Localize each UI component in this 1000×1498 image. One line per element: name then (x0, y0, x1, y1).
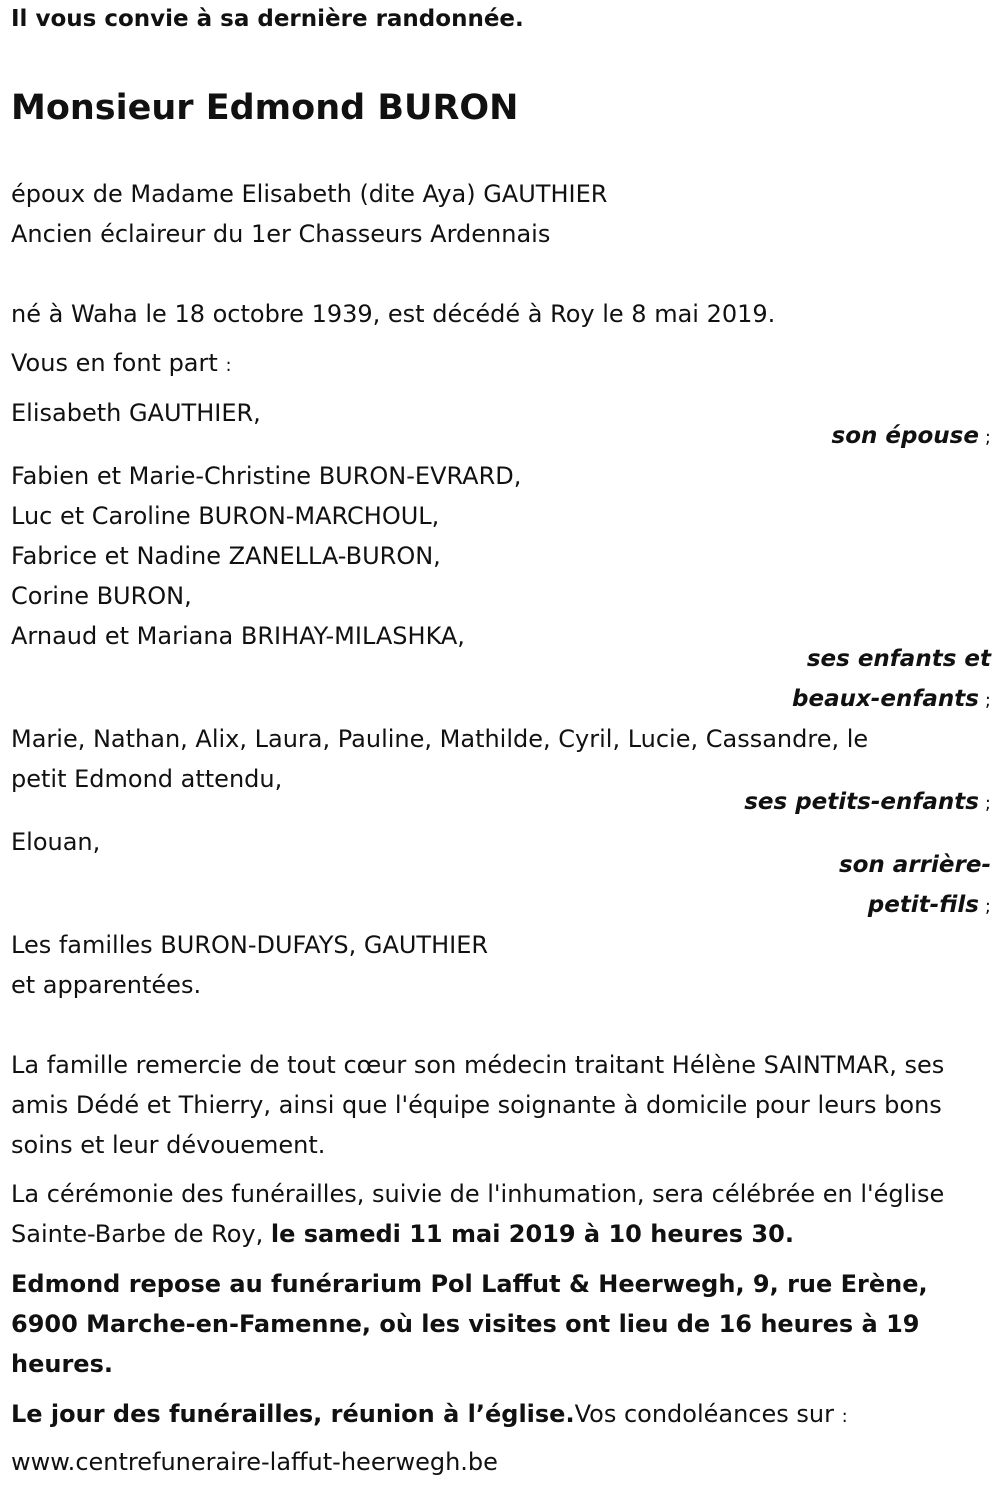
role-spouse-text: son épouse (831, 423, 979, 449)
ceremony-paragraph (11, 1174, 951, 1254)
thanks-paragraph: La famille remercie de tout cœur son médecin traitant Hélène SAINTMAR, ses amis Dédé et Thierry, ainsi que l'équipe soignante à domicile pour leurs bons soins et leur dévouement. (11, 1051, 945, 1159)
child-line: Luc et Caroline BURON-MARCHOUL, (11, 502, 440, 530)
child-line: Fabrice et Nadine ZANELLA-BURON, (11, 542, 441, 570)
deceased-name: Monsieur Edmond BURON (11, 88, 519, 128)
funerarium-paragraph: Edmond repose au funérarium Pol Laffut & Heerwegh, 9, rue Erène, 6900 Marche-en-Famenne, où les visites ont lieu de 16 heures à 19 heures. (11, 1270, 928, 1378)
spouse-line: époux de Madame Elisabeth (dite Aya) GAUTHIER (11, 180, 608, 208)
role-children-line-1: ses enfants et (806, 646, 991, 672)
child-line: Fabien et Marie-Christine BURON-EVRARD, (11, 462, 522, 490)
announce-text: Vous en font part (11, 349, 218, 377)
ceremony-date: le samedi 11 mai 2019 à 10 heures 30. (270, 1220, 794, 1248)
role-great-grandchild-text: petit-fils (867, 892, 979, 918)
families-line-2: et apparentées. (11, 971, 202, 999)
grandchildren-line-1: Marie, Nathan, Alix, Laura, Pauline, Mathilde, Cyril, Lucie, Cassandre, le (11, 725, 869, 753)
role-grandchildren (744, 782, 991, 824)
condolences-colon: : (841, 1406, 848, 1427)
child-line: Arnaud et Mariana BRIHAY-MILASHKA, (11, 622, 465, 650)
role-children-text: beaux-enfants (792, 686, 979, 712)
role-children-line-2 (792, 679, 991, 721)
announce-colon: : (225, 355, 232, 376)
role-separator: ; (984, 427, 991, 448)
family-spouse: Elisabeth GAUTHIER, (11, 399, 261, 427)
intro-line: Il vous convie à sa dernière randonnée. (11, 6, 524, 32)
meeting-text: Le jour des funérailles, réunion à l’église. (11, 1400, 575, 1428)
role-great-grandchild-line-1: son arrière- (838, 852, 991, 878)
child-line: Corine BURON, (11, 582, 192, 610)
title-line: Ancien éclaireur du 1er Chasseurs Ardennais (11, 220, 551, 248)
role-separator: ; (984, 690, 991, 711)
families-line-1: Les familles BURON-DUFAYS, GAUTHIER (11, 931, 489, 959)
role-separator: ; (984, 896, 991, 917)
birth-death-line: né à Waha le 18 octobre 1939, est décédé à Roy le 8 mai 2019. (11, 300, 776, 328)
role-grandchildren-text: ses petits-enfants (744, 789, 979, 815)
website-link[interactable]: www.centrefuneraire-laffut-heerwegh.be (11, 1448, 498, 1476)
role-great-grandchild-line-2 (868, 885, 991, 927)
ceremony-text: La cérémonie des funérailles, suivie de l'inhumation, sera célébrée en l'église Sainte-Barbe de Roy, (11, 1180, 945, 1248)
condolences-text: Vos condoléances sur (574, 1400, 834, 1428)
great-grandchild-line: Elouan, (11, 828, 101, 856)
meeting-line (11, 1394, 848, 1437)
grandchildren-line-2: petit Edmond attendu, (11, 765, 283, 793)
role-separator: ; (984, 793, 991, 814)
announce-line (11, 343, 232, 386)
role-spouse (832, 416, 991, 458)
